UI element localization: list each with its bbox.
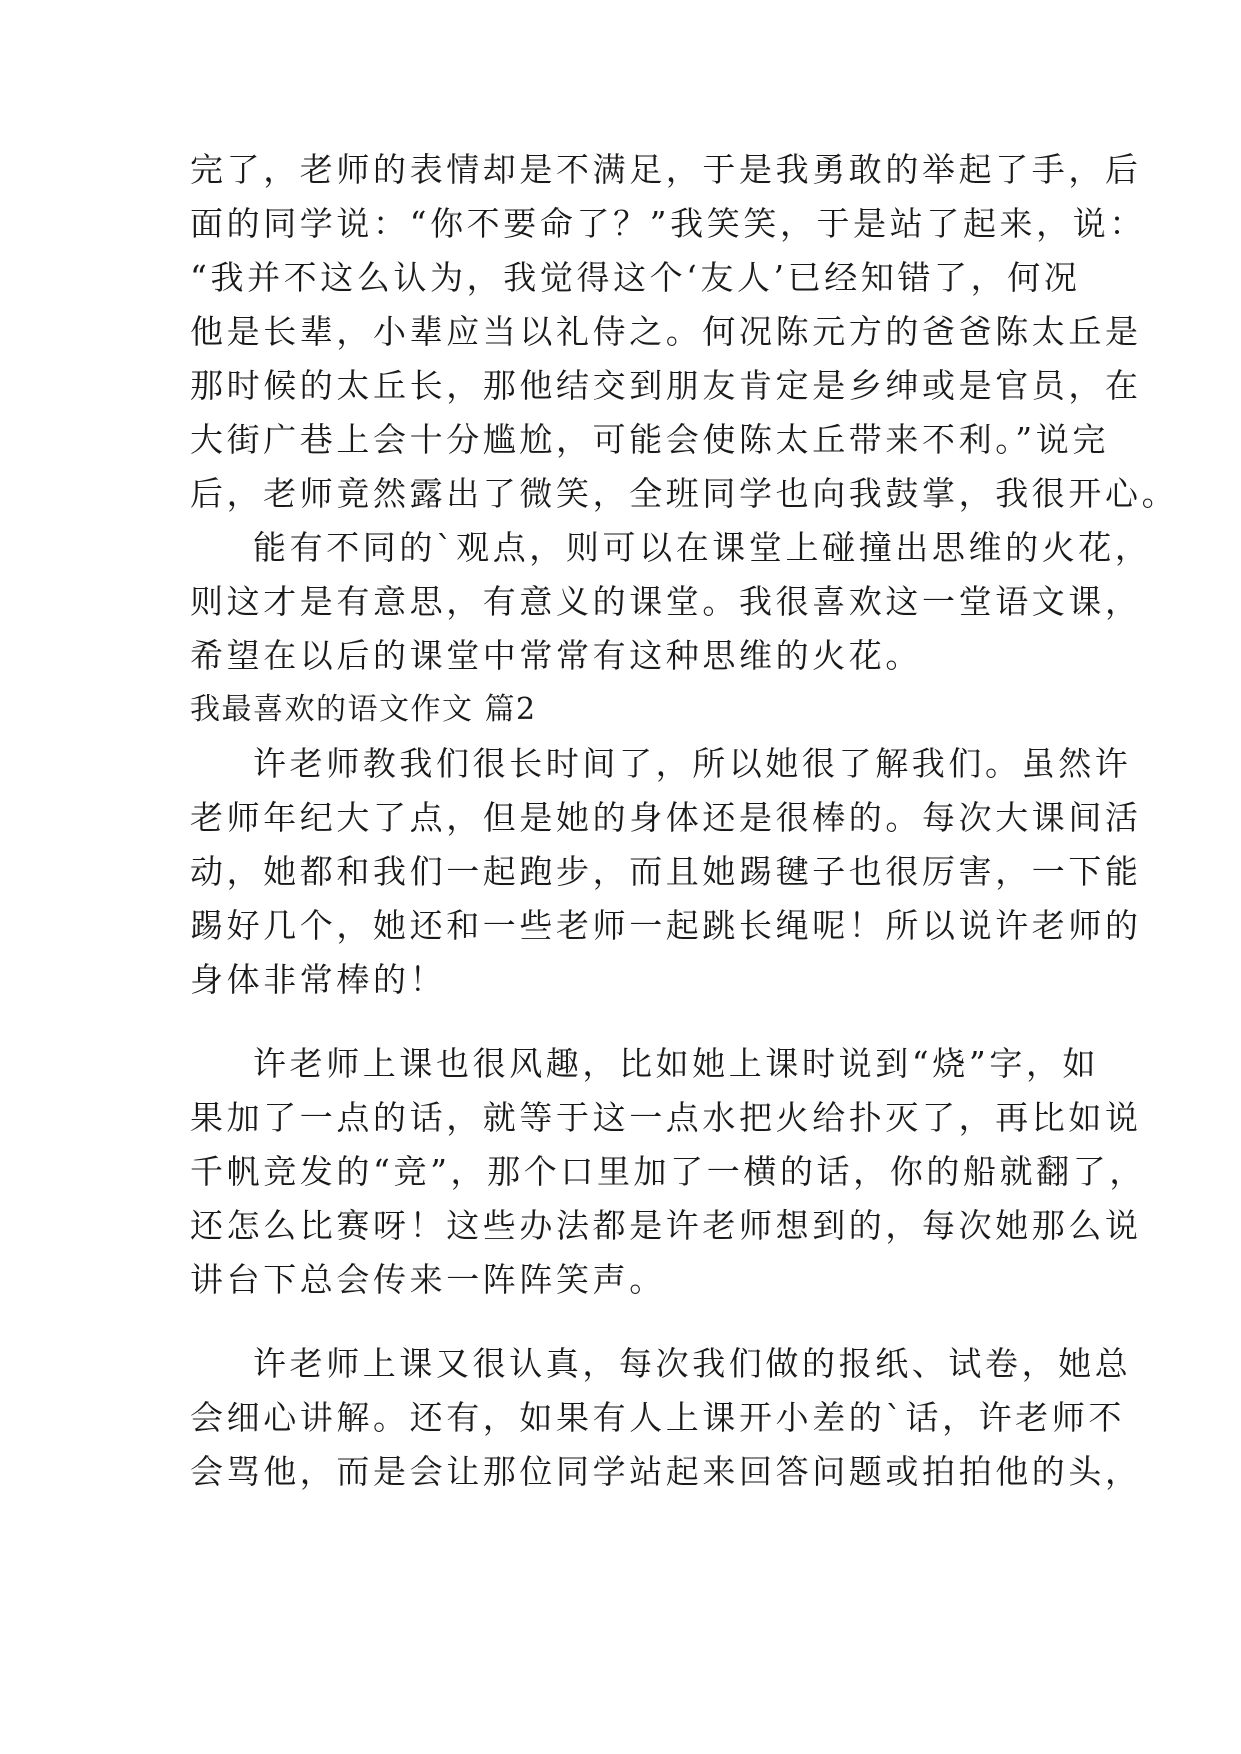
text-line: 身体非常棒的！ xyxy=(190,960,447,999)
paragraph-first-line: 许老师上课又很认真，每次我们做的报纸、试卷，她总 xyxy=(253,1344,1132,1383)
text-line: “我并不这么认为，我觉得这个‘友人’已经知错了，何况 xyxy=(190,258,1081,297)
text-line: 大街广巷上会十分尴尬，可能会使陈太丘带来不利。”说完 xyxy=(190,420,1109,459)
text-line: 则这才是有意思，有意义的课堂。我很喜欢这一堂语文课， xyxy=(190,582,1142,621)
paragraph-first-line: 能有不同的`观点，则可以在课堂上碰撞出思维的火花， xyxy=(253,528,1152,567)
text-line: 还怎么比赛呀！这些办法都是许老师想到的，每次她那么说 xyxy=(190,1206,1142,1245)
text-line: 面的同学说：“你不要命了？”我笑笑，于是站了起来，说： xyxy=(190,204,1146,243)
text-line: 希望在以后的课堂中常常有这种思维的火花。 xyxy=(190,636,922,675)
text-line: 踢好几个，她还和一些老师一起跳长绳呢！所以说许老师的 xyxy=(190,906,1142,945)
paragraph-first-line: 许老师教我们很长时间了，所以她很了解我们。虽然许 xyxy=(253,744,1132,783)
text-line: 后，老师竟然露出了微笑，全班同学也向我鼓掌，我很开心。 xyxy=(190,474,1179,513)
paragraph-first-line: 许老师上课也很风趣，比如她上课时说到“烧”字，如 xyxy=(253,1044,1100,1083)
text-line: 会骂他，而是会让那位同学站起来回答问题或拍拍他的头， xyxy=(190,1452,1142,1491)
section-heading: 我最喜欢的语文作文 篇2 xyxy=(190,692,537,727)
text-line: 果加了一点的话，就等于这一点水把火给扑灭了，再比如说 xyxy=(190,1098,1142,1137)
text-line: 动，她都和我们一起跑步，而且她踢毽子也很厉害，一下能 xyxy=(190,852,1142,891)
text-line: 千帆竞发的“竞”，那个口里加了一横的话，你的船就翻了， xyxy=(190,1152,1146,1191)
text-line: 那时候的太丘长，那他结交到朋友肯定是乡绅或是官员，在 xyxy=(190,366,1142,405)
text-line: 讲台下总会传来一阵阵笑声。 xyxy=(190,1260,666,1299)
text-line: 完了，老师的表情却是不满足，于是我勇敢的举起了手，后 xyxy=(190,150,1142,189)
text-line: 会细心讲解。还有，如果有人上课开小差的`话，许老师不 xyxy=(190,1398,1126,1437)
text-line: 老师年纪大了点，但是她的身体还是很棒的。每次大课间活 xyxy=(190,798,1142,837)
text-line: 他是长辈，小辈应当以礼侍之。何况陈元方的爸爸陈太丘是 xyxy=(190,312,1142,351)
